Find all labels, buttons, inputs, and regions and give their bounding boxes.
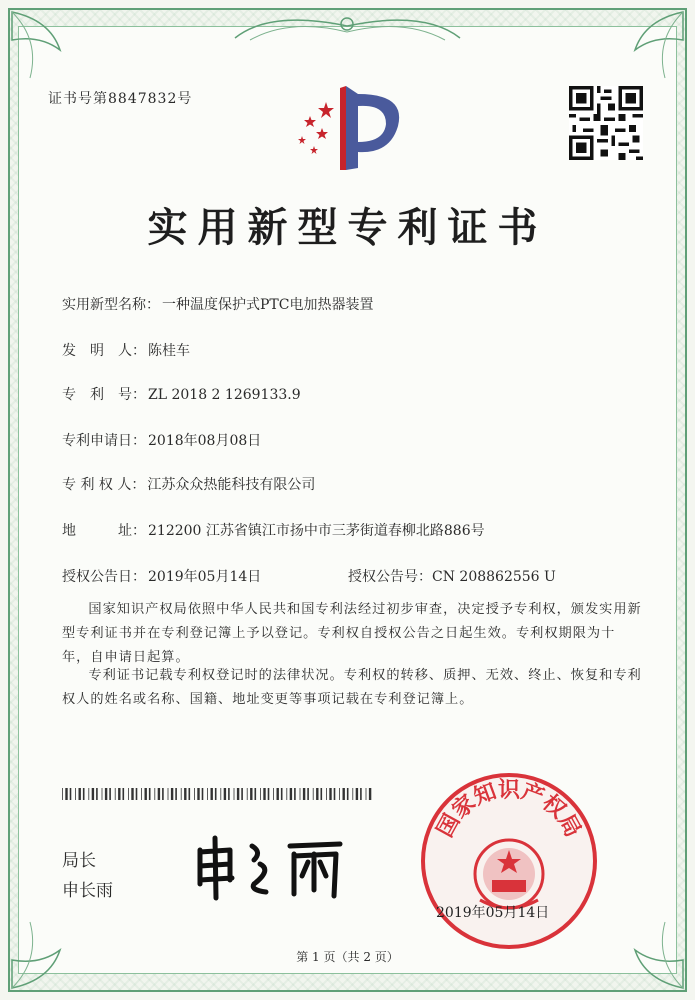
seal-date: 2019年05月14日 — [436, 905, 550, 921]
inventor-name: 陈桂车 — [148, 343, 190, 359]
qr-code — [569, 86, 643, 160]
field-label: 授权公告号： — [348, 569, 432, 585]
signatory-title: 局长 — [62, 851, 96, 871]
address: 212200 江苏省镇江市扬中市三茅街道春柳北路886号 — [148, 523, 485, 539]
patentee-name: 江苏众众热能科技有限公司 — [147, 477, 316, 493]
official-seal — [418, 770, 600, 952]
address-row — [62, 520, 485, 540]
page-number: 第 1 页（共 2 页） — [296, 950, 399, 964]
filing-date-row — [62, 430, 261, 450]
handwritten-signature — [190, 832, 350, 904]
certificate-number: 证书号第8847832号 — [48, 91, 193, 107]
certificate-paragraph: 国家知识产权局依照中华人民共和国专利法经过初步审查，决定授予专利权，颁发实用新型专利证书并在专利登记簿上予以登记。专利权自授权公告之日起生效。专利权期限为十年，自申请日起算。 — [62, 602, 642, 665]
field-label: 发 明 人： — [62, 343, 146, 359]
certificate-title: 实用新型专利证书 — [147, 204, 548, 251]
utility-model-name-row — [62, 294, 373, 314]
patent-number: ZL 2018 2 1269133.9 — [148, 387, 301, 403]
field-label: 实用新型名称： — [62, 297, 160, 313]
patent-office-logo — [288, 80, 408, 176]
field-label: 地 址： — [62, 523, 146, 539]
field-label: 专 利 权 人： — [62, 477, 146, 493]
filing-date: 2018年08月08日 — [148, 433, 262, 449]
corner-ornament — [10, 10, 100, 80]
inventor-row — [62, 340, 190, 360]
grant-date: 2019年05月14日 — [148, 569, 262, 585]
seal-text: 国家知识产权局 — [431, 776, 587, 842]
patent-number-row — [62, 384, 301, 404]
grant-number-row — [348, 566, 556, 586]
utility-model-name: 一种温度保护式PTC电加热器装置 — [162, 297, 374, 313]
grant-number: CN 208862556 U — [432, 569, 556, 585]
corner-ornament — [595, 10, 685, 80]
signatory-name: 申长雨 — [62, 881, 113, 901]
field-label: 授权公告日： — [62, 569, 146, 585]
patentee-row — [62, 474, 315, 494]
certificate-paragraph: 专利证书记载专利权登记时的法律状况。专利权的转移、质押、无效、终止、恢复和专利权人的姓名或名称、国籍、地址变更等事项记载在专利登记簿上。 — [62, 668, 642, 707]
grant-date-row — [62, 566, 261, 586]
field-label: 专利申请日： — [62, 433, 146, 449]
field-label: 专 利 号： — [62, 387, 146, 403]
top-ornament — [230, 10, 465, 42]
barcode — [62, 788, 372, 800]
